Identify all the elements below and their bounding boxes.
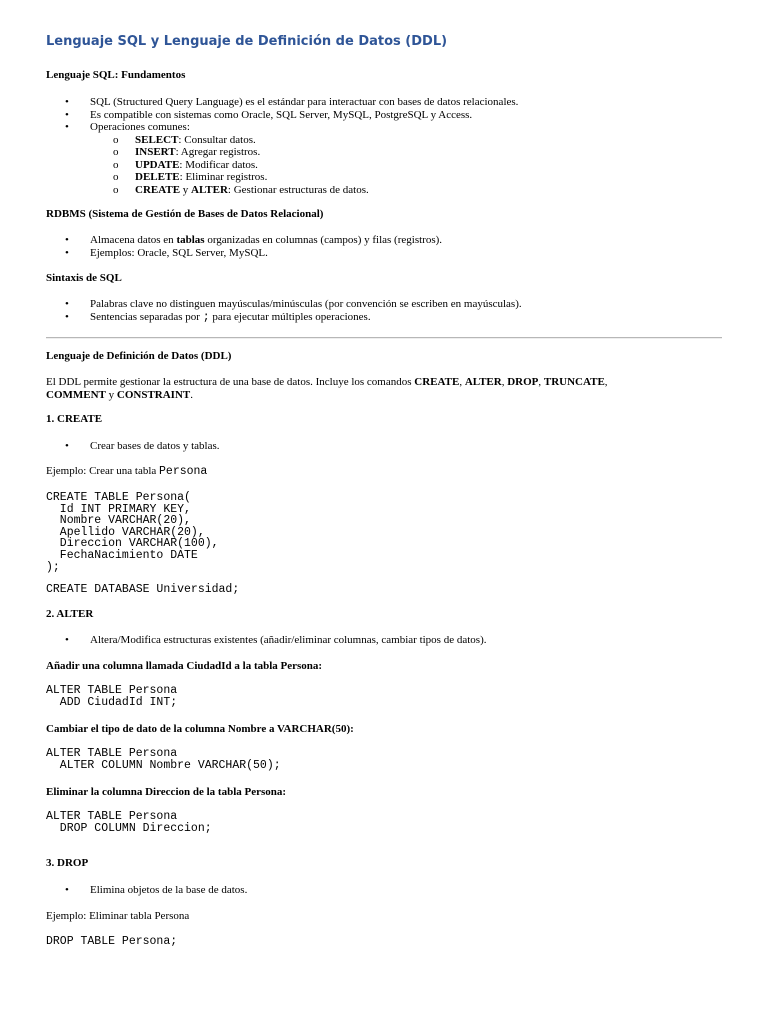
page-title: Lenguaje SQL y Lenguaje de Definición de Datos (DDL) (46, 34, 448, 49)
code-block-alter-column: ALTER TABLE Persona ALTER COLUMN Nombre VARCHAR(50); (46, 747, 281, 772)
list-item: • SQL (Structured Query Language) es el estándar para interactuar con bases de datos relacionales. (46, 96, 726, 109)
code-block-alter-drop: ALTER TABLE Persona DROP COLUMN Direccion; (46, 810, 212, 835)
syntax-list (46, 298, 726, 324)
create-list (46, 440, 726, 453)
list-item: • Ejemplos: Oracle, SQL Server, MySQL. (46, 247, 726, 260)
code-block-drop-table: DROP TABLE Persona; (46, 935, 178, 948)
heading-ddl: Lenguaje de Definición de Datos (DDL) (46, 350, 232, 362)
list-item: • Almacena datos en tablas organizadas en columnas (campos) y filas (registros). (46, 234, 726, 247)
list-item: • Es compatible con sistemas como Oracle, SQL Server, MySQL, PostgreSQL y Access. (46, 109, 726, 122)
list-item: • Altera/Modifica estructuras existentes (añadir/eliminar columnas, cambiar tipos de datos). (46, 634, 726, 647)
alter-subheading-add: Añadir una columna llamada CiudadId a la tabla Persona: (46, 660, 323, 672)
list-item: o CREATE y ALTER: Gestionar estructuras de datos. (90, 184, 726, 197)
code-block-create-table: CREATE TABLE Persona( Id INT PRIMARY KEY, Nombre VARCHAR(20), Apellido VARCHAR(20), Direccion VARCHAR(100), FechaNacimiento DATE ); (46, 491, 219, 574)
ddl-intro: El DDL permite gestionar la estructura de una base de datos. Incluye los comandos CREATE, ALTER, DROP, TRUNCATE, COMMENT y CONSTRAINT. (46, 376, 608, 401)
rdbms-list (46, 234, 726, 259)
alter-list (46, 634, 726, 647)
alter-subheading-drop: Eliminar la columna Direccion de la tabla Persona: (46, 786, 287, 798)
heading-drop: 3. DROP (46, 857, 89, 869)
list-item: • Crear bases de datos y tablas. (46, 440, 726, 453)
heading-alter: 2. ALTER (46, 608, 94, 620)
list-item: • Operaciones comunes: o SELECT: Consultar datos. o INSERT: Agregar registros. o UPDATE: Modificar datos. o DELETE: Eliminar registros. o CREATE y ALTER: Gestionar estructuras de datos. (46, 121, 726, 196)
list-item: o SELECT: Consultar datos. (90, 134, 726, 147)
sql-fundamentals-list (46, 96, 726, 196)
drop-list (46, 884, 726, 897)
heading-syntax: Sintaxis de SQL (46, 272, 122, 284)
alter-subheading-change: Cambiar el tipo de dato de la columna Nombre a VARCHAR(50): (46, 723, 354, 735)
heading-rdbms: RDBMS (Sistema de Gestión de Bases de Datos Relacional) (46, 208, 324, 220)
list-item: o INSERT: Agregar registros. (90, 146, 726, 159)
heading-sql-fundamentals: Lenguaje SQL: Fundamentos (46, 69, 186, 81)
list-item: • Elimina objetos de la base de datos. (46, 884, 726, 897)
list-item: o DELETE: Eliminar registros. (90, 171, 726, 184)
create-example-label: Ejemplo: Crear una tabla Persona (46, 465, 208, 478)
list-item: • Palabras clave no distinguen mayúsculas/minúsculas (por convención se escriben en mayúsculas). (46, 298, 726, 311)
code-block-create-database: CREATE DATABASE Universidad; (46, 583, 240, 596)
list-item: o UPDATE: Modificar datos. (90, 159, 726, 172)
operations-list (90, 134, 726, 197)
heading-create: 1. CREATE (46, 413, 103, 425)
list-item: • Sentencias separadas por ; para ejecutar múltiples operaciones. (46, 311, 726, 325)
code-block-alter-add: ALTER TABLE Persona ADD CiudadId INT; (46, 684, 178, 709)
drop-example-label: Ejemplo: Eliminar tabla Persona (46, 910, 190, 922)
horizontal-divider (46, 337, 722, 339)
